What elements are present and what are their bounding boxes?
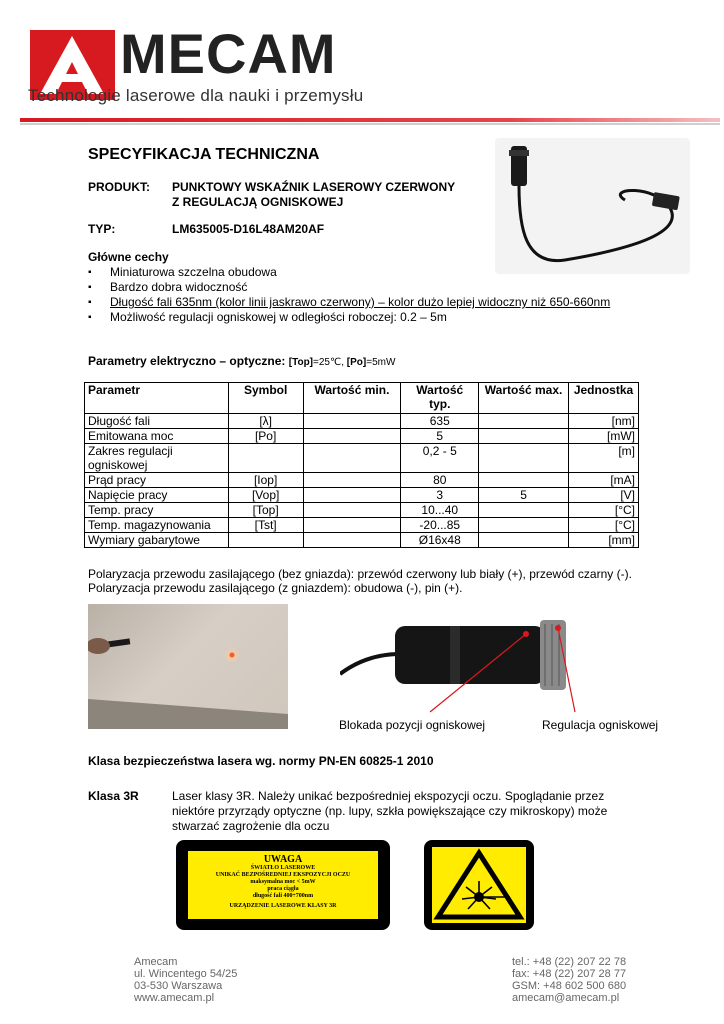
- warning-line-6: URZĄDZENIE LASEROWE KLASY 3R: [229, 903, 337, 909]
- cell-max: [479, 444, 569, 473]
- th-symbol: Symbol: [228, 383, 303, 414]
- caption-focus-lock: Blokada pozycji ogniskowej: [339, 718, 486, 732]
- cell-max: [479, 533, 569, 548]
- cell-min: [303, 414, 401, 429]
- cell-symbol: [Top]: [228, 503, 303, 518]
- cell-unit: [V]: [568, 488, 638, 503]
- params-heading-main: Parametry elektryczno – optyczne:: [88, 354, 286, 368]
- cell-param: Napięcie pracy: [85, 488, 229, 503]
- cell-symbol: [Vop]: [228, 488, 303, 503]
- cell-symbol: [Iop]: [228, 473, 303, 488]
- params-heading: [88, 354, 395, 368]
- product-label: PRODUKT:: [88, 180, 150, 194]
- cell-typ: -20...85: [401, 518, 479, 533]
- warning-label-panel: [188, 851, 378, 919]
- features-heading: Główne cechy: [88, 250, 169, 264]
- type-value: LM635005-D16L48AM20AF: [172, 222, 325, 236]
- footer-fax: fax: +48 (22) 207 28 77: [512, 968, 627, 980]
- cell-max: [479, 429, 569, 444]
- cell-param: Prąd pracy: [85, 473, 229, 488]
- cell-unit: [mA]: [568, 473, 638, 488]
- class-text-1: Laser klasy 3R. Należy unikać bezpośredniej ekspozycji oczu. Spoglądanie przez: [172, 789, 605, 803]
- cell-param: Zakres regulacji ogniskowej: [85, 444, 229, 473]
- tagline: Technologie laserowe dla nauki i przemysłu: [28, 86, 364, 105]
- feature-item: ▪ Długość fali 635nm (kolor linii jaskrawo czerwony) – kolor dużo lepiej widoczny niż 650-660nm: [88, 295, 708, 310]
- cell-min: [303, 473, 401, 488]
- warning-line-5: długość fali 400÷700nm: [252, 893, 314, 899]
- logo-wordmark: MECAM: [120, 22, 337, 85]
- class-label: Klasa 3R: [88, 789, 139, 803]
- cond-power-symbol: [Po]: [346, 357, 367, 368]
- cell-param: Temp. pracy: [85, 503, 229, 518]
- footer-street: ul. Wincentego 54/25: [134, 968, 238, 980]
- cell-symbol: [Po]: [228, 429, 303, 444]
- type-label: TYP:: [88, 222, 116, 236]
- table-row: [85, 533, 639, 548]
- table-row: [85, 518, 639, 533]
- cell-unit: [°C]: [568, 518, 638, 533]
- cell-symbol: [228, 533, 303, 548]
- product-line-2: Z REGULACJĄ OGNISKOWEJ: [172, 195, 344, 209]
- cell-min: [303, 444, 401, 473]
- cell-typ: Ø16x48: [401, 533, 479, 548]
- cell-unit: [mW]: [568, 429, 638, 444]
- footer-contact: [512, 956, 626, 1004]
- th-unit: Jednostka: [568, 383, 638, 414]
- warning-title: UWAGA: [263, 854, 303, 865]
- caption-focus-adjust: Regulacja ogniskowej: [542, 718, 659, 732]
- feature-item: ▪ Miniaturowa szczelna obudowa: [88, 265, 708, 280]
- laser-module-photo: [340, 604, 580, 714]
- header-red-rule: [20, 118, 720, 122]
- cell-typ: 80: [401, 473, 479, 488]
- page-title: SPECYFIKACJA TECHNICZNA: [88, 146, 320, 163]
- table-header-row: [85, 383, 639, 414]
- cell-typ: 10...40: [401, 503, 479, 518]
- cell-symbol: [λ]: [228, 414, 303, 429]
- cell-min: [303, 533, 401, 548]
- cell-min: [303, 429, 401, 444]
- footer-email-link[interactable]: amecam@amecam.pl: [512, 992, 620, 1004]
- table-row: [85, 503, 639, 518]
- cond-temp-value: =25℃,: [313, 357, 344, 368]
- footer-tel: tel.: +48 (22) 207 22 78: [512, 956, 627, 968]
- table-row: [85, 414, 639, 429]
- th-max: Wartość max.: [479, 383, 569, 414]
- cell-param: Temp. magazynowania: [85, 518, 229, 533]
- warning-line-3: maksymalna moc < 5mW: [250, 879, 316, 885]
- th-parameter: Parametr: [85, 383, 229, 414]
- cell-min: [303, 488, 401, 503]
- polarity-line-1: Polaryzacja przewodu zasilającego (bez gniazda): przewód czerwony lub biały (+), przewód czarny (-).: [88, 567, 632, 581]
- header-gray-rule: [20, 123, 720, 125]
- cond-temp-symbol: [Top]: [288, 357, 314, 368]
- cell-min: [303, 518, 401, 533]
- product-line-1: PUNKTOWY WSKAŹNIK LASEROWY CZERWONY: [172, 180, 456, 194]
- class-text-3: stwarzać zagrożenie dla oczu: [172, 819, 330, 833]
- cell-typ: 5: [401, 429, 479, 444]
- cell-min: [303, 503, 401, 518]
- table-row: [85, 488, 639, 503]
- warning-line-1: ŚWIATŁO LASEROWE: [250, 865, 316, 871]
- safety-heading: Klasa bezpieczeństwa lasera wg. normy PN-EN 60825-1 2010: [88, 754, 434, 768]
- cell-unit: [°C]: [568, 503, 638, 518]
- cell-max: [479, 518, 569, 533]
- class-text-2: niektóre przyrządy optyczne (np. lupy, szkła powiększające czy mikroskopy) może: [172, 804, 608, 818]
- footer-web-link[interactable]: www.amecam.pl: [134, 992, 215, 1004]
- spec-table: [84, 382, 639, 548]
- laser-spot-photo: [88, 604, 288, 729]
- features-list: [88, 265, 708, 325]
- table-row: [85, 429, 639, 444]
- cond-power-value: =5mW: [366, 357, 396, 368]
- cell-unit: [m]: [568, 444, 638, 473]
- footer-address: [134, 956, 237, 1004]
- cell-typ: 3: [401, 488, 479, 503]
- cell-typ: 635: [401, 414, 479, 429]
- feature-item: ▪ Możliwość regulacji ogniskowej w odległości roboczej: 0.2 – 5m: [88, 310, 708, 325]
- feature-item: ▪ Bardzo dobra widoczność: [88, 280, 708, 295]
- product-photo: [495, 138, 690, 274]
- table-row: [85, 473, 639, 488]
- polarity-line-2: Polaryzacja przewodu zasilającego (z gniazdem): obudowa (-), pin (+).: [88, 581, 463, 595]
- warning-line-2: UNIKAĆ BEZPOŚREDNIEJ EKSPOZYCJI OCZU: [215, 872, 351, 878]
- warning-line-4: praca ciągła: [267, 886, 299, 892]
- cell-typ: 0,2 - 5: [401, 444, 479, 473]
- cell-max: [479, 414, 569, 429]
- cell-unit: [nm]: [568, 414, 638, 429]
- cell-param: Wymiary gabarytowe: [85, 533, 229, 548]
- cell-max: [479, 503, 569, 518]
- cell-param: Emitowana moc: [85, 429, 229, 444]
- cell-param: Długość fali: [85, 414, 229, 429]
- footer-gsm: GSM: +48 602 500 680: [512, 980, 627, 992]
- cell-unit: [mm]: [568, 533, 638, 548]
- cell-symbol: [Tst]: [228, 518, 303, 533]
- th-typ: Wartość typ.: [401, 383, 479, 414]
- cell-max: [479, 473, 569, 488]
- cell-symbol: [228, 444, 303, 473]
- th-min: Wartość min.: [303, 383, 401, 414]
- table-row: [85, 444, 639, 473]
- footer-company: Amecam: [134, 956, 178, 968]
- laser-hazard-icon: [432, 847, 526, 923]
- cell-max: 5: [479, 488, 569, 503]
- footer-city: 03-530 Warszawa: [134, 980, 223, 992]
